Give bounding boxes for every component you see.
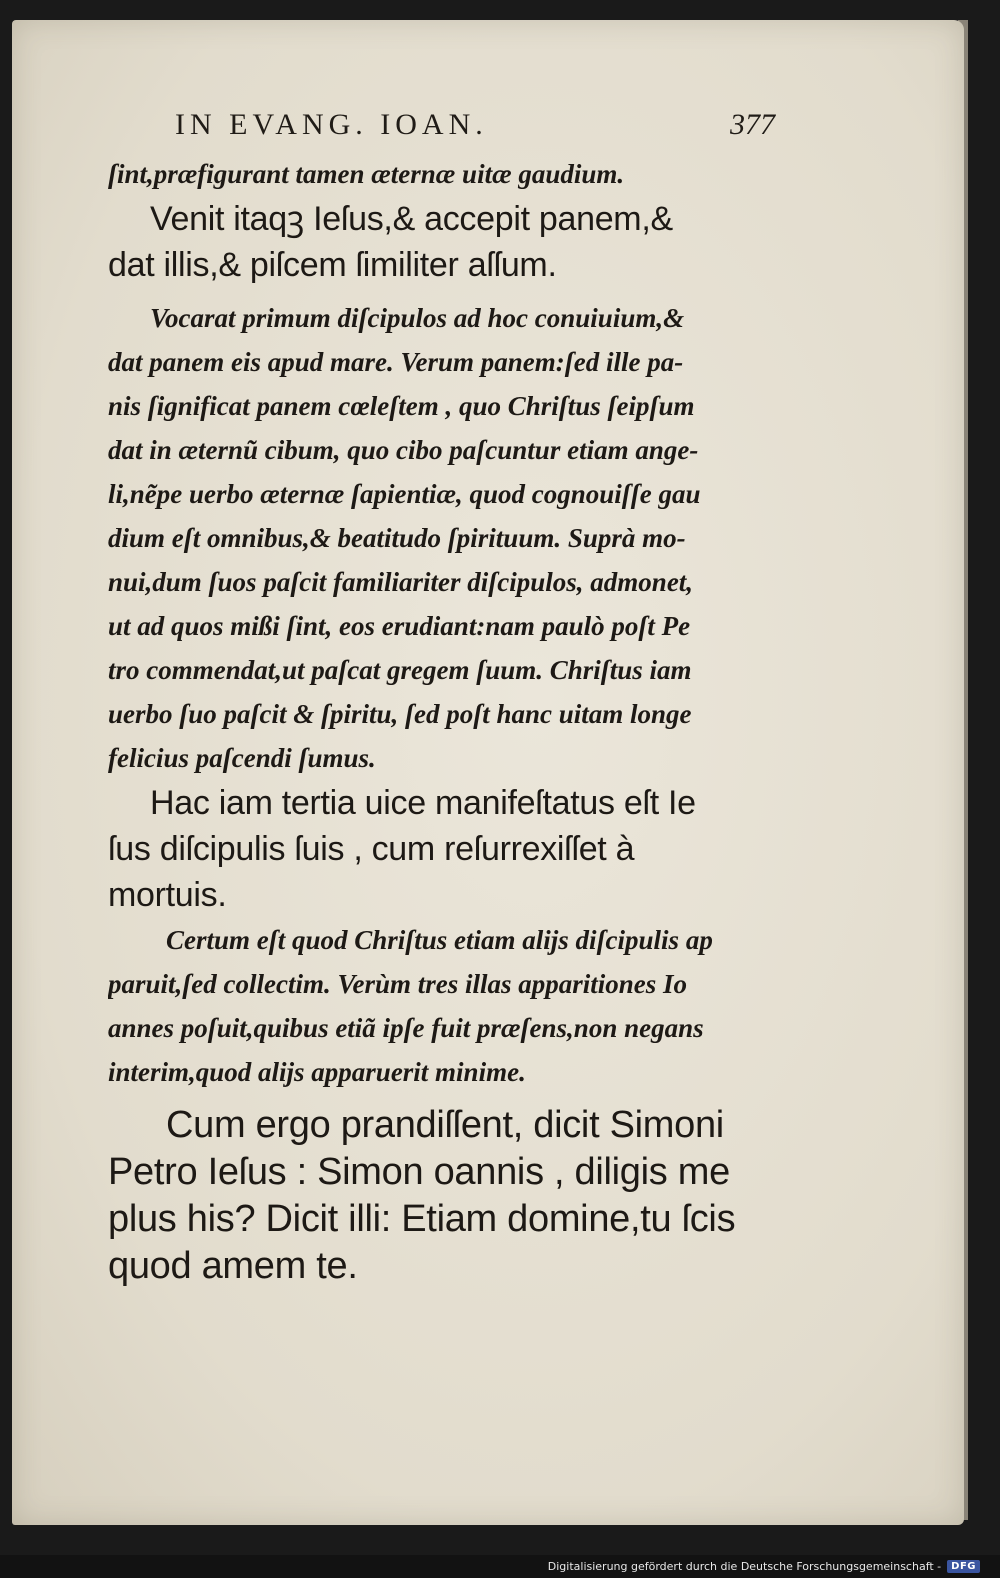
page-number: 377 xyxy=(730,108,775,141)
text-line: dium eſt omnibus,& beatitudo ſpirituum. Suprà mo- xyxy=(108,523,686,553)
text-line: ſint,præfigurant tamen æternæ uitæ gaudium. xyxy=(108,159,625,189)
dfg-logo-icon: DFG xyxy=(947,1560,980,1573)
digitization-credit xyxy=(548,1557,980,1575)
text-line: mortuis. xyxy=(108,876,227,914)
text-line: Cum ergo prandiſſent, dicit Simoni xyxy=(166,1104,724,1146)
text-line: paruit,ſed collectim. Verùm tres illas apparitiones Io xyxy=(108,969,688,999)
text-line: ſus diſcipulis ſuis , cum reſurrexiſſet à xyxy=(108,830,635,868)
text-line: ut ad quos mißi ſint, eos erudiant:nam paulò poſt Pe xyxy=(108,611,691,641)
running-head: IN EVANG. IOAN. xyxy=(175,108,488,141)
text-line: Certum eſt quod Chriſtus etiam alijs diſcipulis ap xyxy=(166,925,713,955)
text-line: Vocarat primum diſcipulos ad hoc conuiuium,& xyxy=(150,303,685,333)
text-line: tro commendat,ut paſcat gregem ſuum. Chriſtus iam xyxy=(108,655,692,685)
text-line: nui,dum ſuos paſcit familiariter diſcipulos, admonet, xyxy=(108,567,694,597)
page-header xyxy=(175,108,775,148)
text-line: li,nẽpe uerbo æternæ ſapientiæ, quod cognouiſſe gau xyxy=(108,479,701,509)
text-line: dat panem eis apud mare. Verum panem:ſed ille pa- xyxy=(108,347,684,377)
text-line: dat in æternũ cibum, quo cibo paſcuntur etiam ange- xyxy=(108,435,699,465)
text-line: uerbo ſuo paſcit & ſpiritu, ſed poſt hanc uitam longe xyxy=(108,699,692,729)
text-line: felicius paſcendi ſumus. xyxy=(108,743,376,773)
text-line: quod amem te. xyxy=(108,1245,358,1287)
text-line: plus his? Dicit illi: Etiam domine,tu ſcis xyxy=(108,1198,736,1240)
text-line: Venit itaqꝫ Ieſus,& accepit panem,& xyxy=(150,200,673,238)
text-line: dat illis,& piſcem ſimiliter aſſum. xyxy=(108,246,557,284)
scripture-paragraph xyxy=(108,780,780,918)
text-line: nis ſignificat panem cœleſtem , quo Chriſtus ſeipſum xyxy=(108,391,695,421)
text-line: Petro Ieſus : Simon oannis , diligis me xyxy=(108,1151,730,1193)
commentary-paragraph xyxy=(108,152,780,196)
scripture-paragraph xyxy=(108,1102,780,1290)
scripture-paragraph xyxy=(108,196,780,288)
body-text xyxy=(108,152,780,1290)
text-line: annes poſuit,quibus etiã ipſe fuit præſens,non negans xyxy=(108,1013,704,1043)
credit-text: Digitalisierung gefördert durch die Deutsche Forschungsgemeinschaft - xyxy=(547,1559,942,1573)
text-line: interim,quod alijs apparuerit minime. xyxy=(108,1057,526,1087)
text-line: Hac iam tertia uice manifeſtatus eſt Ie xyxy=(150,784,696,822)
commentary-paragraph xyxy=(108,296,780,780)
commentary-paragraph xyxy=(108,918,780,1094)
